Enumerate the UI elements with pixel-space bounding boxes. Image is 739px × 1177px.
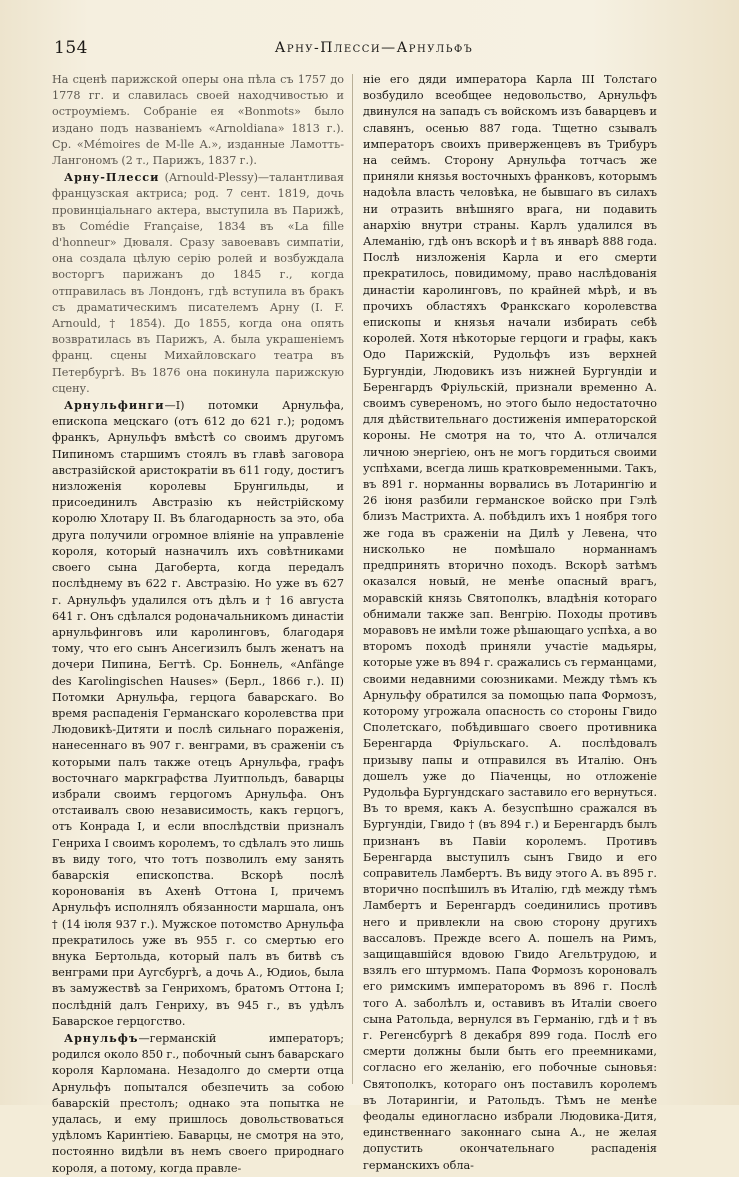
left-column xyxy=(52,72,344,1177)
running-head: Арну-Плесси—Арнульфъ xyxy=(274,40,474,56)
headword: Арнульфъ xyxy=(64,1030,139,1045)
article-arnulfingi: Арнульфинги—I) потомки Арнульфа, епископа мецскаго (отъ 612 до 621 г.); родомъ франкъ, Арнульфъ вмѣстѣ со своимъ другомъ Пипиномъ старшимъ стоялъ въ главѣ заговора австразійской аристократіи въ 611 году, достигъ низложенія королевы Брунгильды, и присоединилъ Австразію къ нейстрійскому королю Хлотару II. Въ благодарность за это, оба друга получили огромное вліяніе на управленіе короля, который назначилъ ихъ совѣтниками своего сына Дагоберта, когда передалъ послѣднему въ 622 г. Австразію. Но уже въ 627 г. Арнульфъ удалился отъ дѣлъ и † 16 августа 641 г. Онъ сдѣлался родоначальникомъ династіи арнульфинговъ или каролинговъ, благодаря тому, что его сынъ Ансегизилъ былъ женатъ на дочери Пипина, Бегтѣ. Ср. Боннель, «Anfänge des Karolingischen Hauses» (Берл., 1866 г.). II) Потомки Арнульфа, герцога баварскаго. Во время распаденія Германскаго королевства при Людовикѣ-Дитяти и послѣ сильнаго пораженія, нанесеннаго въ 907 г. венграми, въ сраженіи съ которыми палъ также отецъ Арнульфа, графъ восточнаго маркграфства Луитпольдъ, баварцы избрали своимъ герцогомъ Арнульфа. Онъ отстаивалъ свою независимость, какъ герцогъ, отъ Конрада I, и если впослѣдствіи призналъ Генриха I своимъ королемъ, то сдѣлалъ это лишь въ виду того, что тотъ позволилъ ему занять баварскія епископства. Вскорѣ послѣ коронованія въ Ахенѣ Оттона I, причемъ Арнульфъ исполнялъ обязанности маршала, онъ † (14 іюля 937 г.). Мужское потомство Арнульфа прекратилось уже въ 955 г. со смертью его внука Бертольда, который палъ въ битвѣ съ венграми при Аугсбургѣ, а дочь А., Юдиоь, была въ замужествѣ за Генрихомъ, братомъ Оттона I; послѣдній далъ Генриху, въ 945 г., въ удѣлъ Баварское герцогство. xyxy=(52,398,344,1028)
article-arnu-plessi: Арну-Плесси (Arnould-Plessy)—талантливая французская актриса; род. 7 сент. 1819, дочь провинціальнаго актера, выступила въ Парижѣ, въ Comédie Française, 1834 въ «La fille d'honneur» Дюваля. Сразу завоевавъ симпатіи, она создала цѣлую серію ролей и возбуждала восторгъ парижанъ до 1845 г., когда отправилась въ Лондонъ, гдѣ вступила въ бракъ съ драматическимъ писателемъ Арну (I. F. Arnould, † 1854). До 1855, когда она опять возвратилась въ Парижъ, А. была украшеніемъ франц. сцены Михайловскаго театра въ Петербургѣ. Въ 1876 она покинула парижскую сцену. xyxy=(52,170,344,395)
headword: Арнульфинги xyxy=(64,398,165,413)
page-number: 154 xyxy=(54,38,88,58)
right-column xyxy=(363,72,657,1174)
article-arnulf-continuation: ніе его дяди императора Карла III Толстаго возбудило всеобщее недовольство, Арнульфъ двинулся на западъ съ войскомъ изъ баварцевъ и славянъ, осенью 887 года. Тщетно сзывалъ императоръ своихъ приверженцевъ въ Трибуръ на сеймъ. Сторону Арнульфа тотчасъ же приняли князья восточныхъ франковъ, которымъ надоѣла власть человѣка, не бывшаго въ силахъ ни отразить внѣшняго врага, ни подавить анархію внутри страны. Карлъ удалился въ Алеманію, гдѣ онъ вскорѣ и † въ январѣ 888 года. Послѣ низложенія Карла и его смерти прекратилось, повидимому, право наслѣдованія династіи каролинговъ, по крайней мѣрѣ, и въ прочихъ областяхъ Франкскаго королевства епископы и князья начали избирать себѣ королей. Хотя нѣкоторые герцоги и графы, какъ Одо Парижскій, Рудольфъ изъ верхней Бургундіи, Людовикъ изъ нижней Бургундіи и Беренгардъ Фріульскій, признали временно А. своимъ сувереномъ, но этого было недостаточно для дѣйствительнаго достиженія императорской короны. Не смотря на то, что А. отличался личною энергіею, онъ не могъ гордиться своими успѣхами, всегда лишь кратковременными. Такъ, въ 891 г. норманны ворвались въ Лотарингію и 26 іюня разбили германское войско при Гэлѣ близъ Мастрихта. А. побѣдилъ ихъ 1 ноября того же года въ сраженіи на Дилѣ у Левена, что нисколько не помѣшало норманнамъ предпринять вторично походъ. Вскорѣ затѣмъ оказался новый, не менѣе опасный врагъ, моравскій князь Святополкъ, владѣнія котораго обнимали также зап. Венгрію. Походы противъ моравовъ не имѣли тоже рѣшающаго успѣха, а во второмъ походѣ приняли участіе мадьяры, которые уже въ 894 г. сражались съ германцами, своими недавними союзниками. Между тѣмъ къ Арнульфу обратился за помощью папа Формозъ, которому угрожала опасность со стороны Гвидо Сполетскаго, побѣдившаго своего противника Беренгарда Фріульскаго. А. послѣдовалъ призыву папы и отправился въ Италію. Онъ дошелъ уже до Піаченцы, но отложеніе Рудольфа Бургундскаго заставило его вернуться. Въ то время, какъ А. безуспѣшно сражался въ Бургундіи, Гвидо † (въ 894 г.) и Беренгардъ былъ признанъ въ Павіи королемъ. Противъ Беренгарда выступилъ сынъ Гвидо и его соправитель Ламбертъ. Въ виду этого А. въ 895 г. вторично поспѣшилъ въ Италію, гдѣ между тѣмъ Ламбертъ и Беренгардъ соединились противъ него и привлекли на свою сторону другихъ вассаловъ. Прежде всего А. пошелъ на Римъ, защищавшійся вдовою Гвидо Агельтрудою, и взялъ его штурмомъ. Папа Формозъ короновалъ его римскимъ императоромъ въ 896 г. Послѣ того А. заболѣлъ и, оставивъ въ Италіи своего сына Ратольда, вернулся въ Германію, гдѣ и † въ г. Регенсбургѣ 8 декабря 899 года. Послѣ его смерти должны были быть его преемниками, согласно его желанію, его побочные сыновья: Святополкъ, котораго онъ поставилъ королемъ въ Лотарингіи, и Ратольдъ. Тѣмъ не менѣе феодалы единогласно избрали Людовика-Дитя, единственнаго законнаго сына А., не желая допустить окончательнаго распаденія германскихъ обла- xyxy=(363,73,657,1172)
article-arnulf: Арнульфъ—германскій императоръ; родился около 850 г., побочный сынъ баварскаго короля Карломана. Незадолго до смерти отца Арнульфъ попытался обезпечить за собою баварскій престолъ; однако эта попытка не удалась, и ему пришлось довольствоваться удѣломъ Каринтіею. Баварцы, не смотря на это, постоянно видѣли въ немъ своего природнаго короля, а потому, когда правле- xyxy=(52,1030,344,1175)
column-divider xyxy=(352,74,353,1084)
page-header xyxy=(54,38,694,64)
headword: Арну-Плесси xyxy=(64,170,160,185)
article-continuation: На сценѣ парижской оперы она пѣла съ 1757 до 1778 гг. и славилась своей находчивостью и остроуміемъ. Собраніе ея «Bonmots» было издано подъ названіемъ «Arnoldiana» 1813 г.). Ср. «Mémoires de M-lle A.», изданные Ламотть-Лангономъ (2 т., Парижъ, 1837 г.). xyxy=(52,73,344,168)
